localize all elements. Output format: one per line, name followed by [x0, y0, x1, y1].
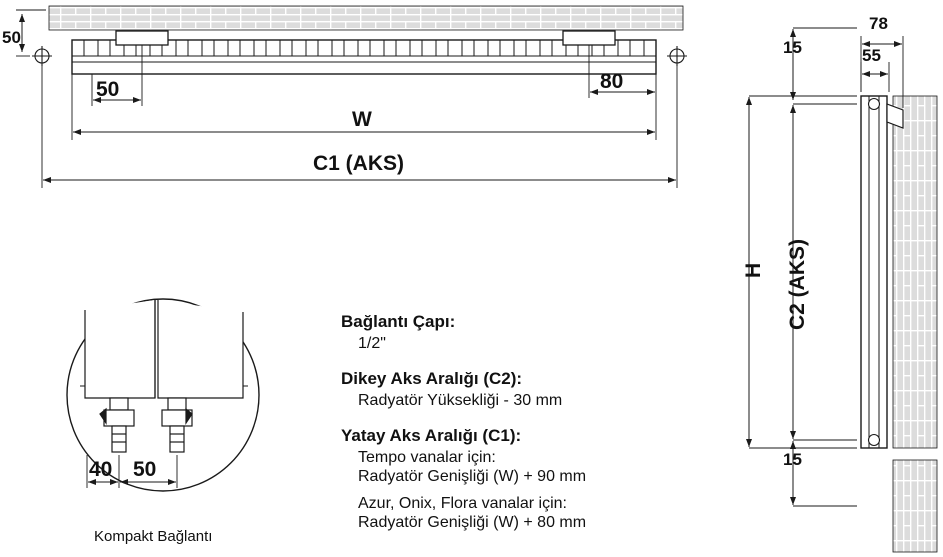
dim-label-bracket-right-80: 80: [600, 70, 624, 93]
spec-line: 1/2": [358, 335, 386, 352]
spec-title: Bağlantı Çapı:: [341, 312, 456, 331]
dim-label-width-w: W: [352, 108, 372, 131]
dim-label-bracket-left-50: 50: [96, 78, 120, 101]
spec-line: Radyatör Genişliği (W) + 80 mm: [358, 514, 587, 531]
dim-label-detail-50: 50: [133, 458, 157, 481]
dim-label-height-h: H: [742, 262, 765, 278]
spec-group-horizontal-axis: [341, 426, 641, 532]
spec-group-connection-diameter: [341, 312, 641, 353]
spec-title: Dikey Aks Aralığı (C2):: [341, 369, 523, 388]
dim-label-top-15: 15: [783, 38, 802, 57]
spec-block: [341, 312, 641, 532]
spec-line: Azur, Onix, Flora vanalar için:: [358, 495, 567, 512]
spec-group-vertical-axis: [341, 369, 641, 410]
detail-caption: Kompakt Bağlantı: [94, 528, 213, 545]
spec-line: Radyatör Genişliği (W) + 90 mm: [358, 468, 587, 485]
dim-label-depth-78: 78: [869, 14, 888, 33]
spec-title: Yatay Aks Aralığı (C1):: [341, 426, 522, 445]
dim-label-detail-40: 40: [89, 458, 113, 481]
spec-line: Tempo vanalar için:: [358, 449, 496, 466]
spec-line: Radyatör Yüksekliği - 30 mm: [358, 392, 563, 409]
dim-label-c2-aks: C2 (AKS): [786, 238, 809, 330]
dim-label-c1-aks: C1 (AKS): [313, 152, 405, 175]
dim-label-left-50: 50: [2, 28, 21, 47]
dim-label-depth-55: 55: [862, 46, 881, 65]
dim-label-bottom-15: 15: [783, 450, 802, 469]
